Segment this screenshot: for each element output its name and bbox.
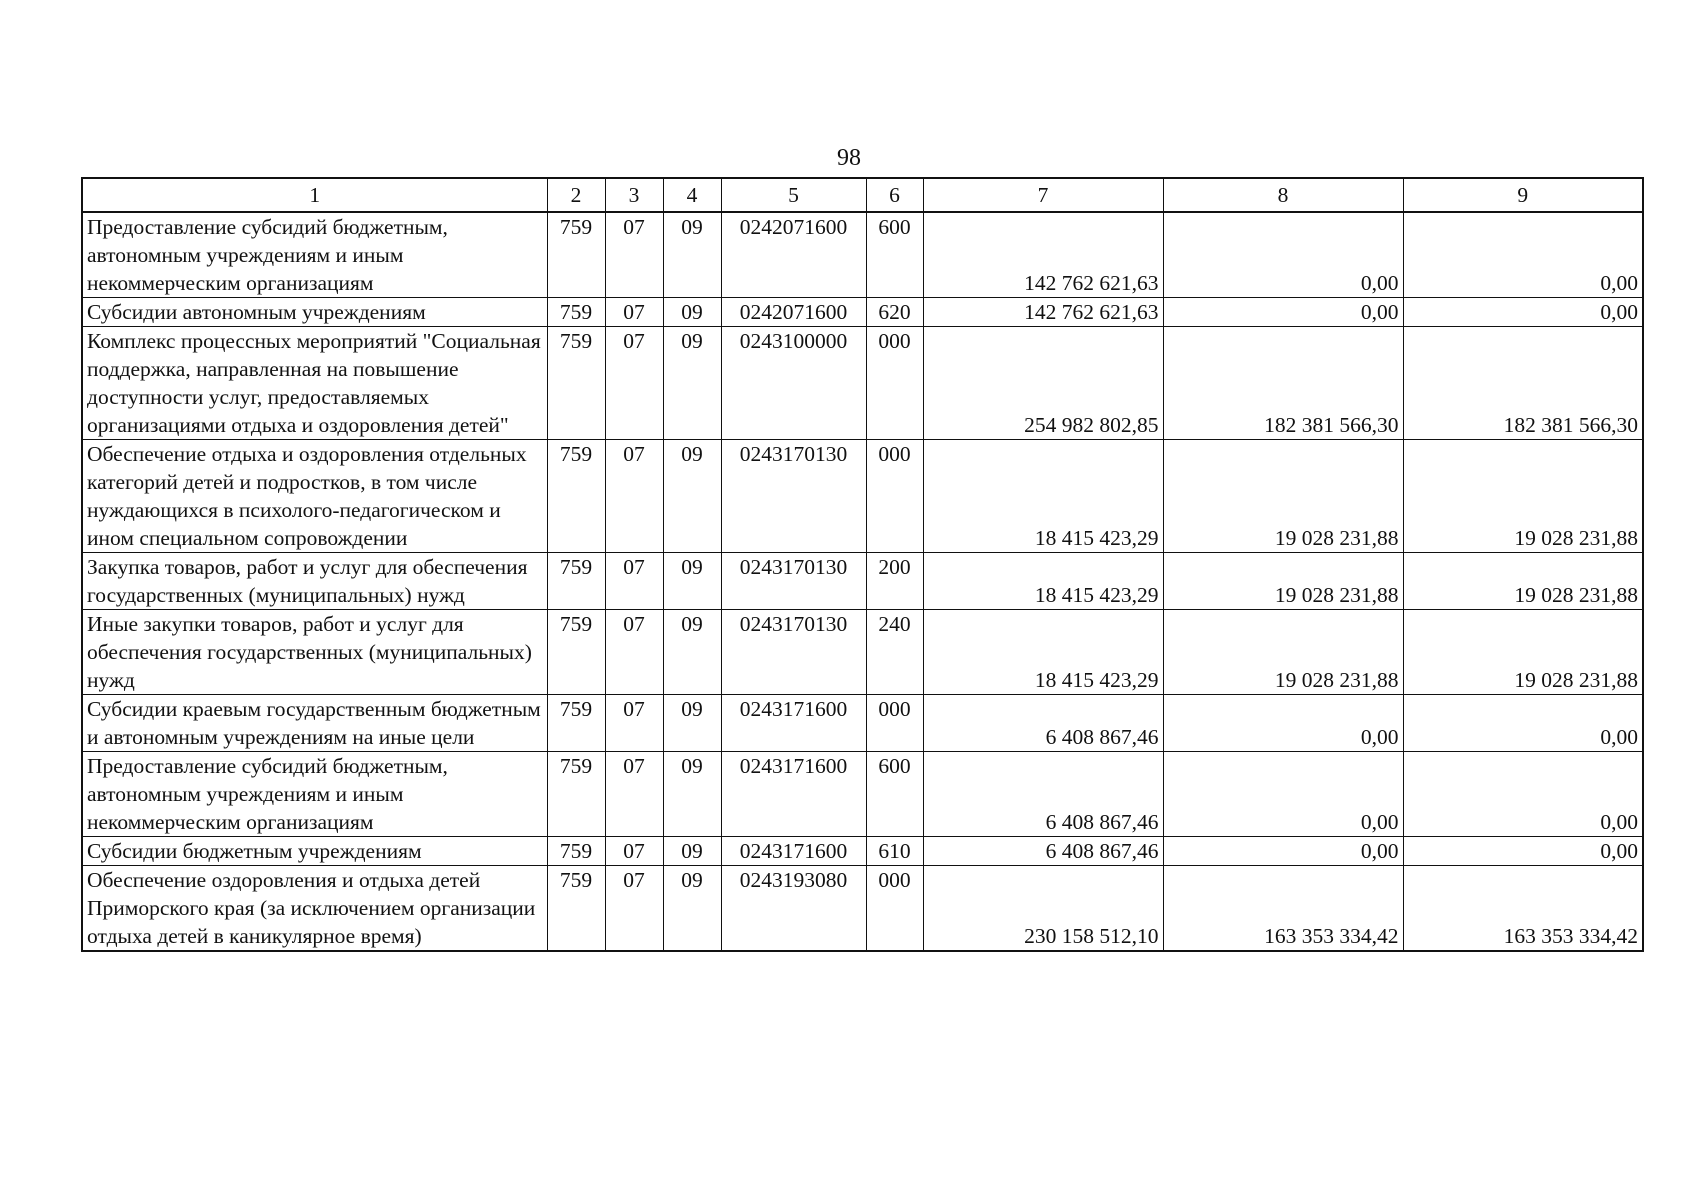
column-number: 4: [663, 178, 721, 212]
subsection-code: 09: [663, 866, 721, 952]
admin-code: 759: [547, 212, 605, 298]
table-row: [82, 866, 1643, 952]
amount-col9: 19 028 231,88: [1403, 553, 1643, 610]
subsection-code: 09: [663, 298, 721, 327]
expense-type-code: 240: [866, 610, 923, 695]
amount-col7: 18 415 423,29: [923, 553, 1163, 610]
admin-code: 759: [547, 837, 605, 866]
amount-col7: 18 415 423,29: [923, 440, 1163, 553]
expense-type-code: 000: [866, 695, 923, 752]
column-number: 8: [1163, 178, 1403, 212]
section-code: 07: [605, 298, 663, 327]
table-row: [82, 837, 1643, 866]
amount-col9: 0,00: [1403, 298, 1643, 327]
amount-col7: 230 158 512,10: [923, 866, 1163, 952]
column-number: 7: [923, 178, 1163, 212]
admin-code: 759: [547, 298, 605, 327]
section-code: 07: [605, 327, 663, 440]
budget-table: [81, 177, 1644, 952]
column-number: 5: [721, 178, 866, 212]
amount-col8: 19 028 231,88: [1163, 610, 1403, 695]
item-name: Закупка товаров, работ и услуг для обеспечения государственных (муниципальных) нужд: [82, 553, 547, 610]
item-name: Субсидии автономным учреждениям: [82, 298, 547, 327]
section-code: 07: [605, 610, 663, 695]
amount-col7: 6 408 867,46: [923, 752, 1163, 837]
table-row: [82, 327, 1643, 440]
target-article-code: 0242071600: [721, 212, 866, 298]
subsection-code: 09: [663, 610, 721, 695]
amount-col9: 0,00: [1403, 212, 1643, 298]
target-article-code: 0243171600: [721, 837, 866, 866]
expense-type-code: 610: [866, 837, 923, 866]
amount-col7: 254 982 802,85: [923, 327, 1163, 440]
target-article-code: 0243170130: [721, 440, 866, 553]
header-row: [82, 178, 1643, 212]
column-number: 6: [866, 178, 923, 212]
amount-col8: 19 028 231,88: [1163, 440, 1403, 553]
column-number: 1: [82, 178, 547, 212]
admin-code: 759: [547, 866, 605, 952]
table-row: [82, 553, 1643, 610]
item-name: Предоставление субсидий бюджетным, автономным учреждениям и иным некоммерческим организациям: [82, 752, 547, 837]
target-article-code: 0243193080: [721, 866, 866, 952]
amount-col8: 19 028 231,88: [1163, 553, 1403, 610]
target-article-code: 0242071600: [721, 298, 866, 327]
item-name: Субсидии бюджетным учреждениям: [82, 837, 547, 866]
section-code: 07: [605, 837, 663, 866]
table-row: [82, 212, 1643, 298]
amount-col9: 0,00: [1403, 695, 1643, 752]
subsection-code: 09: [663, 553, 721, 610]
table-row: [82, 440, 1643, 553]
amount-col8: 0,00: [1163, 752, 1403, 837]
expense-type-code: 620: [866, 298, 923, 327]
amount-col7: 18 415 423,29: [923, 610, 1163, 695]
item-name: Комплекс процессных мероприятий "Социальная поддержка, направленная на повышение доступности услуг, предоставляемых организациями отдыха и оздоровления детей": [82, 327, 547, 440]
item-name: Обеспечение отдыха и оздоровления отдельных категорий детей и подростков, в том числе нуждающихся в психолого-педагогическом и ином специальном сопровождении: [82, 440, 547, 553]
expense-type-code: 600: [866, 212, 923, 298]
section-code: 07: [605, 553, 663, 610]
expense-type-code: 000: [866, 440, 923, 553]
admin-code: 759: [547, 610, 605, 695]
item-name: Иные закупки товаров, работ и услуг для обеспечения государственных (муниципальных) нужд: [82, 610, 547, 695]
page-number: 98: [837, 145, 861, 171]
amount-col7: 6 408 867,46: [923, 695, 1163, 752]
amount-col9: 0,00: [1403, 752, 1643, 837]
target-article-code: 0243100000: [721, 327, 866, 440]
section-code: 07: [605, 212, 663, 298]
amount-col8: 0,00: [1163, 298, 1403, 327]
amount-col8: 0,00: [1163, 837, 1403, 866]
admin-code: 759: [547, 440, 605, 553]
subsection-code: 09: [663, 695, 721, 752]
target-article-code: 0243170130: [721, 610, 866, 695]
amount-col8: 163 353 334,42: [1163, 866, 1403, 952]
admin-code: 759: [547, 752, 605, 837]
amount-col9: 19 028 231,88: [1403, 610, 1643, 695]
amount-col9: 19 028 231,88: [1403, 440, 1643, 553]
target-article-code: 0243171600: [721, 752, 866, 837]
section-code: 07: [605, 695, 663, 752]
section-code: 07: [605, 752, 663, 837]
amount-col8: 0,00: [1163, 695, 1403, 752]
table-row: [82, 695, 1643, 752]
admin-code: 759: [547, 327, 605, 440]
amount-col7: 6 408 867,46: [923, 837, 1163, 866]
column-number: 2: [547, 178, 605, 212]
admin-code: 759: [547, 553, 605, 610]
admin-code: 759: [547, 695, 605, 752]
subsection-code: 09: [663, 440, 721, 553]
column-number: 3: [605, 178, 663, 212]
item-name: Предоставление субсидий бюджетным, автономным учреждениям и иным некоммерческим организациям: [82, 212, 547, 298]
item-name: Обеспечение оздоровления и отдыха детей Приморского края (за исключением организации отдыха детей в каникулярное время): [82, 866, 547, 952]
expense-type-code: 600: [866, 752, 923, 837]
subsection-code: 09: [663, 752, 721, 837]
table-row: [82, 610, 1643, 695]
amount-col7: 142 762 621,63: [923, 212, 1163, 298]
expense-type-code: 000: [866, 327, 923, 440]
target-article-code: 0243171600: [721, 695, 866, 752]
amount-col9: 163 353 334,42: [1403, 866, 1643, 952]
amount-col8: 182 381 566,30: [1163, 327, 1403, 440]
section-code: 07: [605, 440, 663, 553]
amount-col9: 0,00: [1403, 837, 1643, 866]
amount-col7: 142 762 621,63: [923, 298, 1163, 327]
subsection-code: 09: [663, 327, 721, 440]
amount-col8: 0,00: [1163, 212, 1403, 298]
subsection-code: 09: [663, 837, 721, 866]
expense-type-code: 200: [866, 553, 923, 610]
section-code: 07: [605, 866, 663, 952]
item-name: Субсидии краевым государственным бюджетным и автономным учреждениям на иные цели: [82, 695, 547, 752]
subsection-code: 09: [663, 212, 721, 298]
target-article-code: 0243170130: [721, 553, 866, 610]
column-number: 9: [1403, 178, 1643, 212]
amount-col9: 182 381 566,30: [1403, 327, 1643, 440]
expense-type-code: 000: [866, 866, 923, 952]
table-row: [82, 752, 1643, 837]
table-row: [82, 298, 1643, 327]
